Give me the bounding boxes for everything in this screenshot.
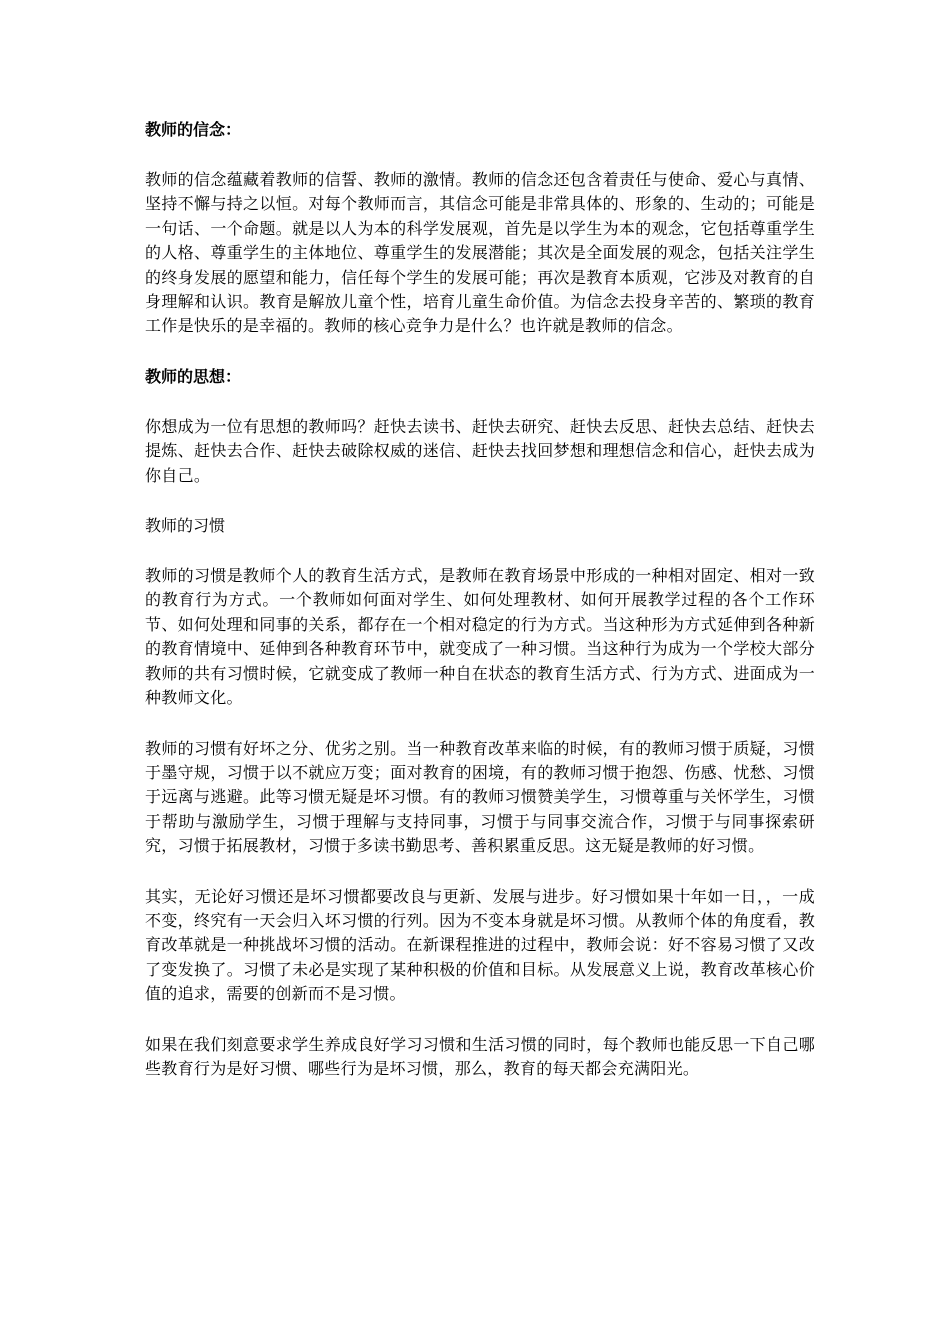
habit-paragraph-4: 如果在我们刻意要求学生养成良好学习习惯和生活习惯的同时，每个教师也能反思一下自己哪些教育行为是好习惯、哪些行为是坏习惯，那么，教育的每天都会充满阳光。 <box>145 1034 815 1078</box>
section-heading-thought: 教师的思想： <box>145 366 242 386</box>
belief-paragraph: 教师的信念蕴藏着教师的信誓、教师的激情。教师的信念还包含着责任与使命、爱心与真情、坚持不懈与持之以恒。对每个教师而言，其信念可能是非常具体的、形象的、生动的；可能是一句话、一个命题。就是以人为本的科学发展观，首先是以学生为本的观念，它包括尊重学生的人格、尊重学生的主体地位、尊重学生的发展潜能；其次是全面发展的观念，包括关注学生的终身发展的愿望和能力，信任每个学生的发展可能；再次是教育本质观，它涉及对教育的自身理解和认识。教育是解放儿童个性，培育儿童生命价值。为信念去投身辛苦的、繁琐的教育工作是快乐的是幸福的。教师的核心竞争力是什么？也许就是教师的信念。 <box>145 170 815 336</box>
document-page <box>145 118 815 1107</box>
section-heading-belief: 教师的信念： <box>145 120 242 139</box>
habit-paragraph-1: 教师的习惯是教师个人的教育生活方式，是教师在教育场景中形成的一种相对固定、相对一致的教育行为方式。一个教师如何面对学生、如何处理教材、如何开展教学过程的各个工作环节、如何处理和同事的关系，都存在一个相对稳定的行为方式。当这种形为方式延伸到各种新的教育情境中、延伸到各种教育环节中，就变成了一种习惯。当这种行为成为一个学校大部分教师的共有习惯时候，它就变成了教师一种自在状态的教育生活方式、行为方式、进面成为一种教师文化。 <box>145 566 815 708</box>
habit-paragraph-2: 教师的习惯有好坏之分、优劣之别。当一种教育改革来临的时候，有的教师习惯于质疑，习惯于墨守规，习惯于以不就应万变；面对教育的困境，有的教师习惯于抱怨、伤感、忧愁、习惯于远离与逃避。此等习惯无疑是坏习惯。有的教师习惯赞美学生，习惯尊重与关怀学生，习惯于帮助与激励学生，习惯于理解与支持同事，习惯于与同事交流合作，习惯于与同事探索研究，习惯于拓展教材，习惯于多读书勤思考、善积累重反思。这无疑是教师的好习惯。 <box>145 738 815 856</box>
habit-paragraph-3: 其实，无论好习惯还是坏习惯都要改良与更新、发展与进步。好习惯如果十年如一日，，一成不变，终究有一天会归入坏习惯的行列。因为不变本身就是坏习惯。从教师个体的角度看，教育改革就是一种挑战坏习惯的活动。在新课程推进的过程中，教师会说：好不容易习惯了又改了变发换了。习惯了未必是实现了某种积极的价值和目标。从发展意义上说，教育改革核心价值的追求，需要的创新而不是习惯。 <box>145 886 815 1004</box>
section-heading-habit: 教师的习惯 <box>145 516 226 536</box>
thought-paragraph: 你想成为一位有思想的教师吗？赶快去读书、赶快去研究、赶快去反思、赶快去总结、赶快去提炼、赶快去合作、赶快去破除权威的迷信、赶快去找回梦想和理想信念和信心，赶快去成为你自己。 <box>145 416 815 485</box>
